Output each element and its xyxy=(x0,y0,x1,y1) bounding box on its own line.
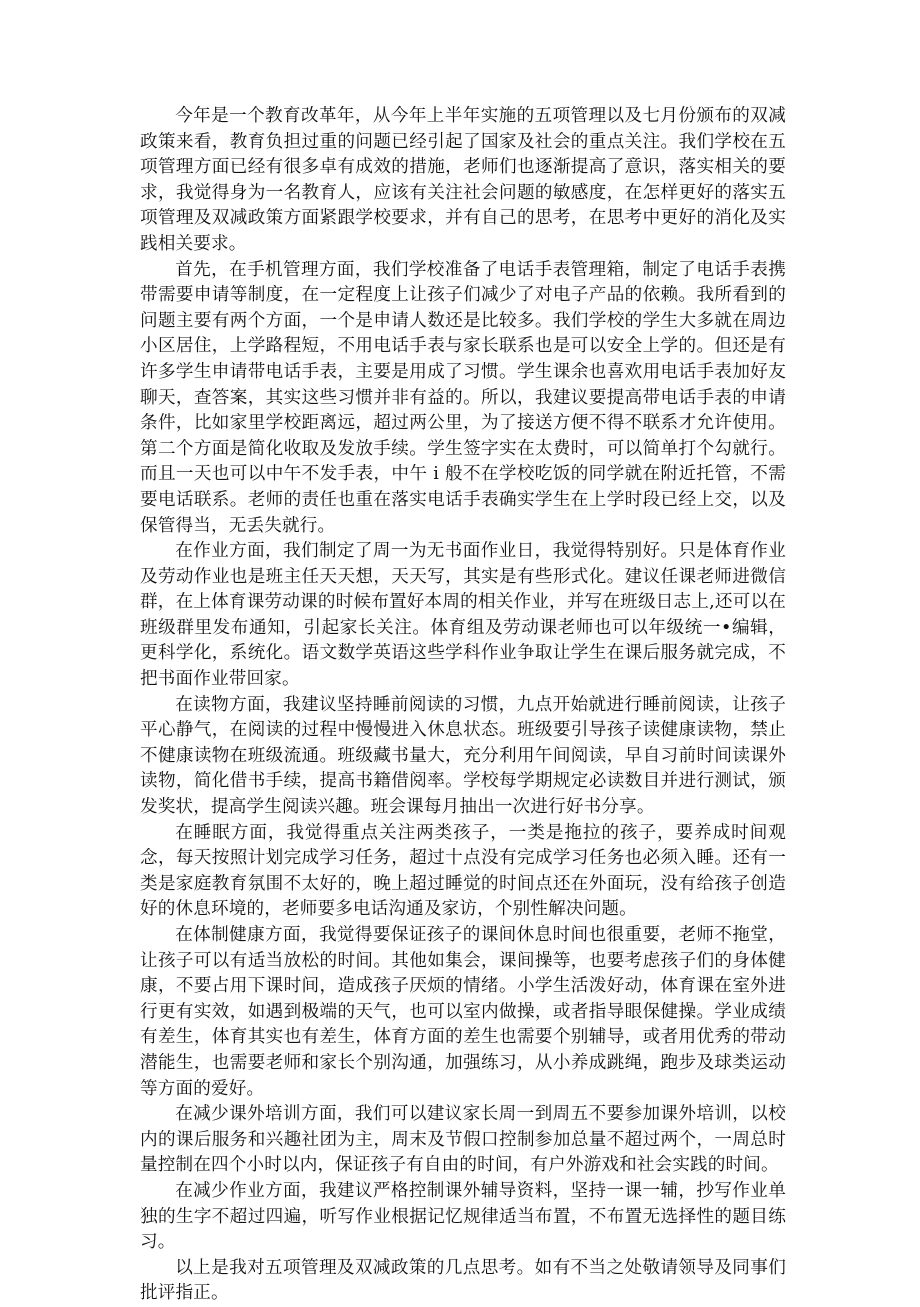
paragraph-homework-reduction: 在减少作业方面，我建议严格控制课外辅导资料，坚持一课一辅，抄写作业单独的生字不超过四遍，听写作业根据记忆规律适当布置，不布置无选择性的题目练习。 xyxy=(140,1180,786,1253)
paragraph-sleep: 在睡眠方面，我觉得重点关注两类孩子，一类是拖拉的孩子，要养成时间观念，每天按照计划完成学习任务，超过十点没有完成学习任务也必须入睡。还有一类是家庭教育氛围不太好的，晚上超过睡觉的时间点还在外面玩，没有给孩子创造好的休息环境的，老师要多电话沟通及家访，个别性解决问题。 xyxy=(140,822,786,920)
paragraph-intro: 今年是一个教育改革年，从今年上半年实施的五项管理以及七月份颁布的双减政策来看，教育负担过重的问题已经引起了国家及社会的重点关注。我们学校在五项管理方面已经有很多卓有成效的措施，老师们也逐渐提高了意识，落实相关的要求，我觉得身为一名教育人，应该有关注社会问题的敏感度，在怎样更好的落实五项管理及双减政策方面紧跟学校要求，并有自己的思考，在思考中更好的消化及实践相关要求。 xyxy=(140,106,786,254)
paragraph-tutoring-reduction: 在减少课外培训方面，我们可以建议家长周一到周五不要参加课外培训，以校内的课后服务和兴趣社团为主，周末及节假口控制参加总量不超过两个，一周总时量控制在四个小时以内，保证孩子有自由的时间，有户外游戏和社会实践的时间。 xyxy=(140,1104,786,1176)
paragraph-reading: 在读物方面，我建议坚持睡前阅读的习惯，九点开始就进行睡前阅读，让孩子平心静气，在阅读的过程中慢慢进入休息状态。班级要引导孩子读健康读物，禁止不健康读物在班级流通。班级藏书量大，充分利用午间阅读，早自习前时间读课外读物，简化借书手续，提高书籍借阅率。学校每学期规定必读数目并进行测试，颁发奖状，提高学生阅读兴趣。班会课每月抽出一次进行好书分享。 xyxy=(140,694,786,818)
paragraph-phone-management: 首先，在手机管理方面，我们学校准备了电话手表管理箱，制定了电话手表携带需要申请等制度，在一定程度上让孩子们减少了对电子产品的依赖。我所看到的问题主要有两个方面，一个是申请人数还是比较多。我们学校的学生大多就在周边小区居住，上学路程短，不用电话手表与家长联系也是可以安全上学的。但还是有许多学生申请带电话手表，主要是用成了习惯。学生课余也喜欢用电话手表加好友聊天，查答案，其实这些习惯并非有益的。所以，我建议要提高带电话手表的申请条件，比如家里学校距离远，超过两公里，为了接送方便不得不联系才允许使用。第二个方面是简化收取及发放手续。学生签字实在太费时，可以简单打个勾就行。而且一天也可以中午不发手表，中午 i 般不在学校吃饭的同学就在附近托管，不需要电话联系。老师的责任也重在落实电话手表确实学生在上学时段已经上交，以及保管得当，无丢失就行。 xyxy=(140,259,786,536)
document-body xyxy=(140,104,786,1307)
paragraph-physical-health: 在体制健康方面，我觉得要保证孩子的课间休息时间也很重要，老师不拖堂，让孩子可以有适当放松的时间。其他如集会，课间操等，也要考虑孩子们的身体健康，不要占用下课时间，造成孩子厌烦的情绪。小学生活泼好动，体育课在室外进行更有实效，如遇到极端的天气，也可以室内做操，或者指导眼保健操。学业成绩有差生，体育其实也有差生，体育方面的差生也需要个别辅导，或者用优秀的带动潜能生，也需要老师和家长个别沟通，加强练习，从小养成跳绳，跑步及球类运动等方面的爱好。 xyxy=(140,925,786,1099)
paragraph-conclusion: 以上是我对五项管理及双减政策的几点思考。如有不当之处敬请领导及同事们批评指正。 xyxy=(140,1257,786,1304)
paragraph-homework: 在作业方面，我们制定了周一为无书面作业日，我觉得特别好。只是体育作业及劳动作业也是班主任天天想，天天写，其实是有些形式化。建议任课老师进微信群，在上体育课劳动课的时候布置好本周的相关作业，并写在班级日志上,还可以在班级群里发布通知，引起家长关注。体育组及劳动课老师也可以年级统一•编辑，更科学化，系统化。语文数学英语这些学科作业争取让学生在课后服务就完成，不把书面作业带回家。 xyxy=(140,541,786,690)
